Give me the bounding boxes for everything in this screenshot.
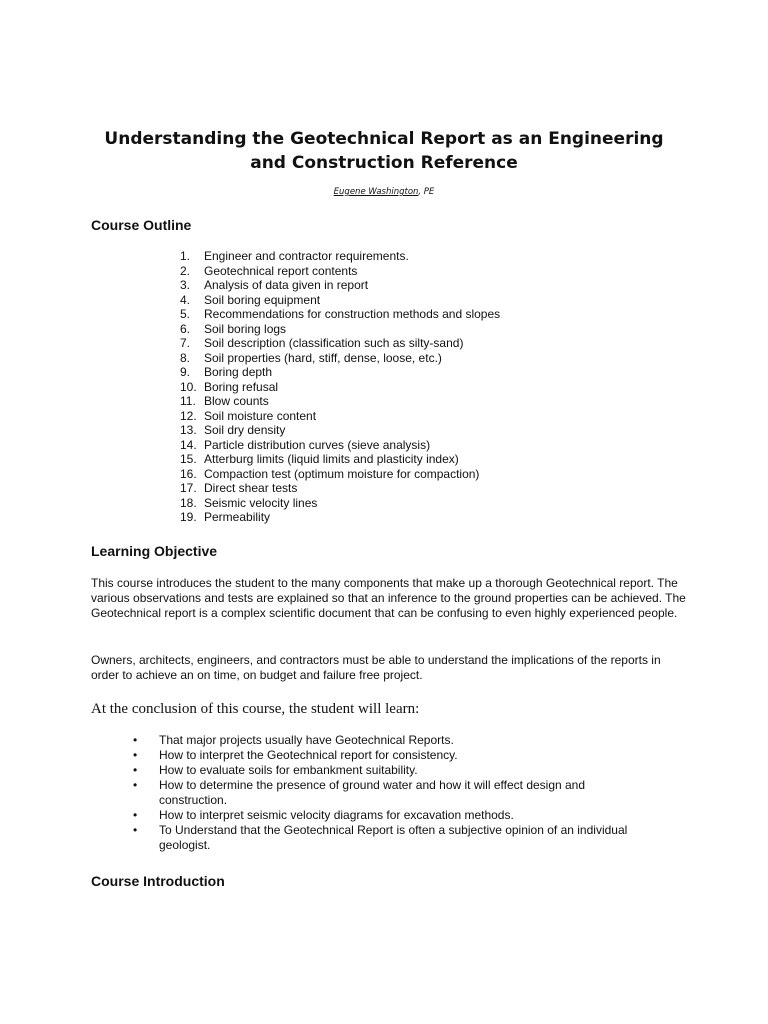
bullet-icon: • <box>133 748 138 762</box>
outline-item <box>180 423 500 438</box>
outline-item-text: Soil moisture content <box>204 408 317 423</box>
course-outline-list <box>180 249 500 525</box>
outline-item <box>180 293 500 308</box>
outline-item-number: 2. <box>180 263 191 278</box>
outline-item <box>180 380 500 395</box>
outline-item-text: Boring refusal <box>204 379 279 394</box>
outline-item <box>180 409 500 424</box>
title-line-2: and Construction Reference <box>250 153 518 173</box>
outline-item-number: 1. <box>180 249 191 263</box>
outline-item-text: Compaction test (optimum moisture for compaction) <box>204 466 480 481</box>
outline-item-text: Soil dry density <box>204 423 286 437</box>
outline-item-number: 11. <box>180 394 196 408</box>
learning-outcomes-list <box>133 733 653 853</box>
learning-outcome-item <box>133 823 653 853</box>
conclusion-intro: At the conclusion of this course, the student will learn: <box>91 701 420 717</box>
bullet-icon: • <box>133 763 138 777</box>
outline-item-number: 7. <box>180 336 191 350</box>
outline-item-text: Recommendations for construction methods and slopes <box>204 307 501 321</box>
outline-item <box>180 510 500 525</box>
bullet-icon: • <box>133 823 138 837</box>
author-credential: , PE <box>418 187 435 197</box>
learning-outcome-text: How to interpret the Geotechnical report for consistency. <box>159 748 458 762</box>
document-title <box>60 127 708 175</box>
outline-item-number: 9. <box>180 365 191 379</box>
outline-item-text: Analysis of data given in report <box>204 278 369 292</box>
bullet-icon: • <box>133 808 138 822</box>
outline-item <box>180 249 500 264</box>
author-line <box>0 186 768 198</box>
outline-item <box>180 481 500 496</box>
outline-item-text: Boring depth <box>204 365 273 379</box>
learning-outcome-item <box>133 748 653 763</box>
learning-outcome-text: How to interpret seismic velocity diagrams for excavation methods. <box>159 808 514 822</box>
outline-item <box>180 322 500 337</box>
outline-item-number: 12. <box>180 408 197 423</box>
outline-item-text: Engineer and contractor requirements. <box>204 249 409 263</box>
outline-item-number: 6. <box>180 321 191 336</box>
outline-item-text: Particle distribution curves (sieve analysis) <box>204 437 431 452</box>
objective-paragraph-1: This course introduces the student to the many components that make up a thorough Geotechnical report. The various observations and tests are explained so that an inference to the ground properties can be achieved. The Geotechnical report is a complex scientific document that can be confusing to even highly experienced people. <box>91 576 686 620</box>
learning-outcome-text: How to determine the presence of ground water and how it will effect design and construction. <box>159 778 586 807</box>
outline-item-number: 19. <box>180 510 197 524</box>
outline-item-number: 5. <box>180 307 191 321</box>
outline-item-number: 17. <box>180 481 197 495</box>
outline-item-number: 18. <box>180 495 197 510</box>
outline-item-text: Geotechnical report contents <box>204 263 358 278</box>
outline-item <box>180 394 500 409</box>
learning-outcome-item <box>133 733 653 748</box>
outline-item-text: Blow counts <box>204 394 269 408</box>
outline-item <box>180 467 500 482</box>
course-introduction-heading: Course Introduction <box>91 873 225 889</box>
outline-item-text: Soil properties (hard, stiff, dense, loose, etc.) <box>204 350 442 365</box>
outline-item <box>180 307 500 322</box>
bullet-icon: • <box>133 733 138 747</box>
outline-item-text: Atterburg limits (liquid limits and plasticity index) <box>204 452 459 466</box>
outline-item-number: 15. <box>180 452 197 466</box>
bullet-icon: • <box>133 778 138 792</box>
outline-item <box>180 278 500 293</box>
outline-item <box>180 452 500 467</box>
outline-item-number: 3. <box>180 278 191 292</box>
learning-outcome-text: That major projects usually have Geotechnical Reports. <box>159 733 454 747</box>
outline-item-text: Soil boring logs <box>204 321 287 336</box>
learning-objective-heading: Learning Objective <box>91 543 218 559</box>
learning-outcome-text: How to evaluate soils for embankment suitability. <box>159 763 418 777</box>
outline-item-number: 13. <box>180 423 197 437</box>
outline-item-text: Seismic velocity lines <box>204 495 318 510</box>
outline-item <box>180 438 500 453</box>
learning-outcome-item <box>133 808 653 823</box>
outline-item-text: Soil boring equipment <box>204 292 321 307</box>
learning-outcome-text: To Understand that the Geotechnical Report is often a subjective opinion of an individual geologist. <box>159 823 628 852</box>
outline-item-number: 16. <box>180 466 197 481</box>
outline-item-text: Permeability <box>204 510 271 524</box>
outline-item-number: 14. <box>180 437 197 452</box>
outline-item-text: Direct shear tests <box>204 481 298 495</box>
outline-item-number: 4. <box>180 292 191 307</box>
learning-outcome-item <box>133 763 653 778</box>
title-line-1: Understanding the Geotechnical Report as an Engineering <box>104 129 664 149</box>
outline-item <box>180 336 500 351</box>
outline-item-text: Soil description (classification such as silty-sand) <box>204 336 464 350</box>
outline-item <box>180 365 500 380</box>
author-name: Eugene Washington <box>333 187 419 197</box>
objective-paragraph-2: Owners, architects, engineers, and contractors must be able to understand the implications of the reports in order to achieve an on time, on budget and failure free project. <box>91 653 661 682</box>
learning-outcome-item <box>133 778 653 808</box>
outline-item <box>180 496 500 511</box>
outline-item-number: 10. <box>180 379 197 394</box>
outline-item-number: 8. <box>180 350 191 365</box>
outline-item <box>180 264 500 279</box>
course-outline-heading: Course Outline <box>91 217 192 233</box>
outline-item <box>180 351 500 366</box>
